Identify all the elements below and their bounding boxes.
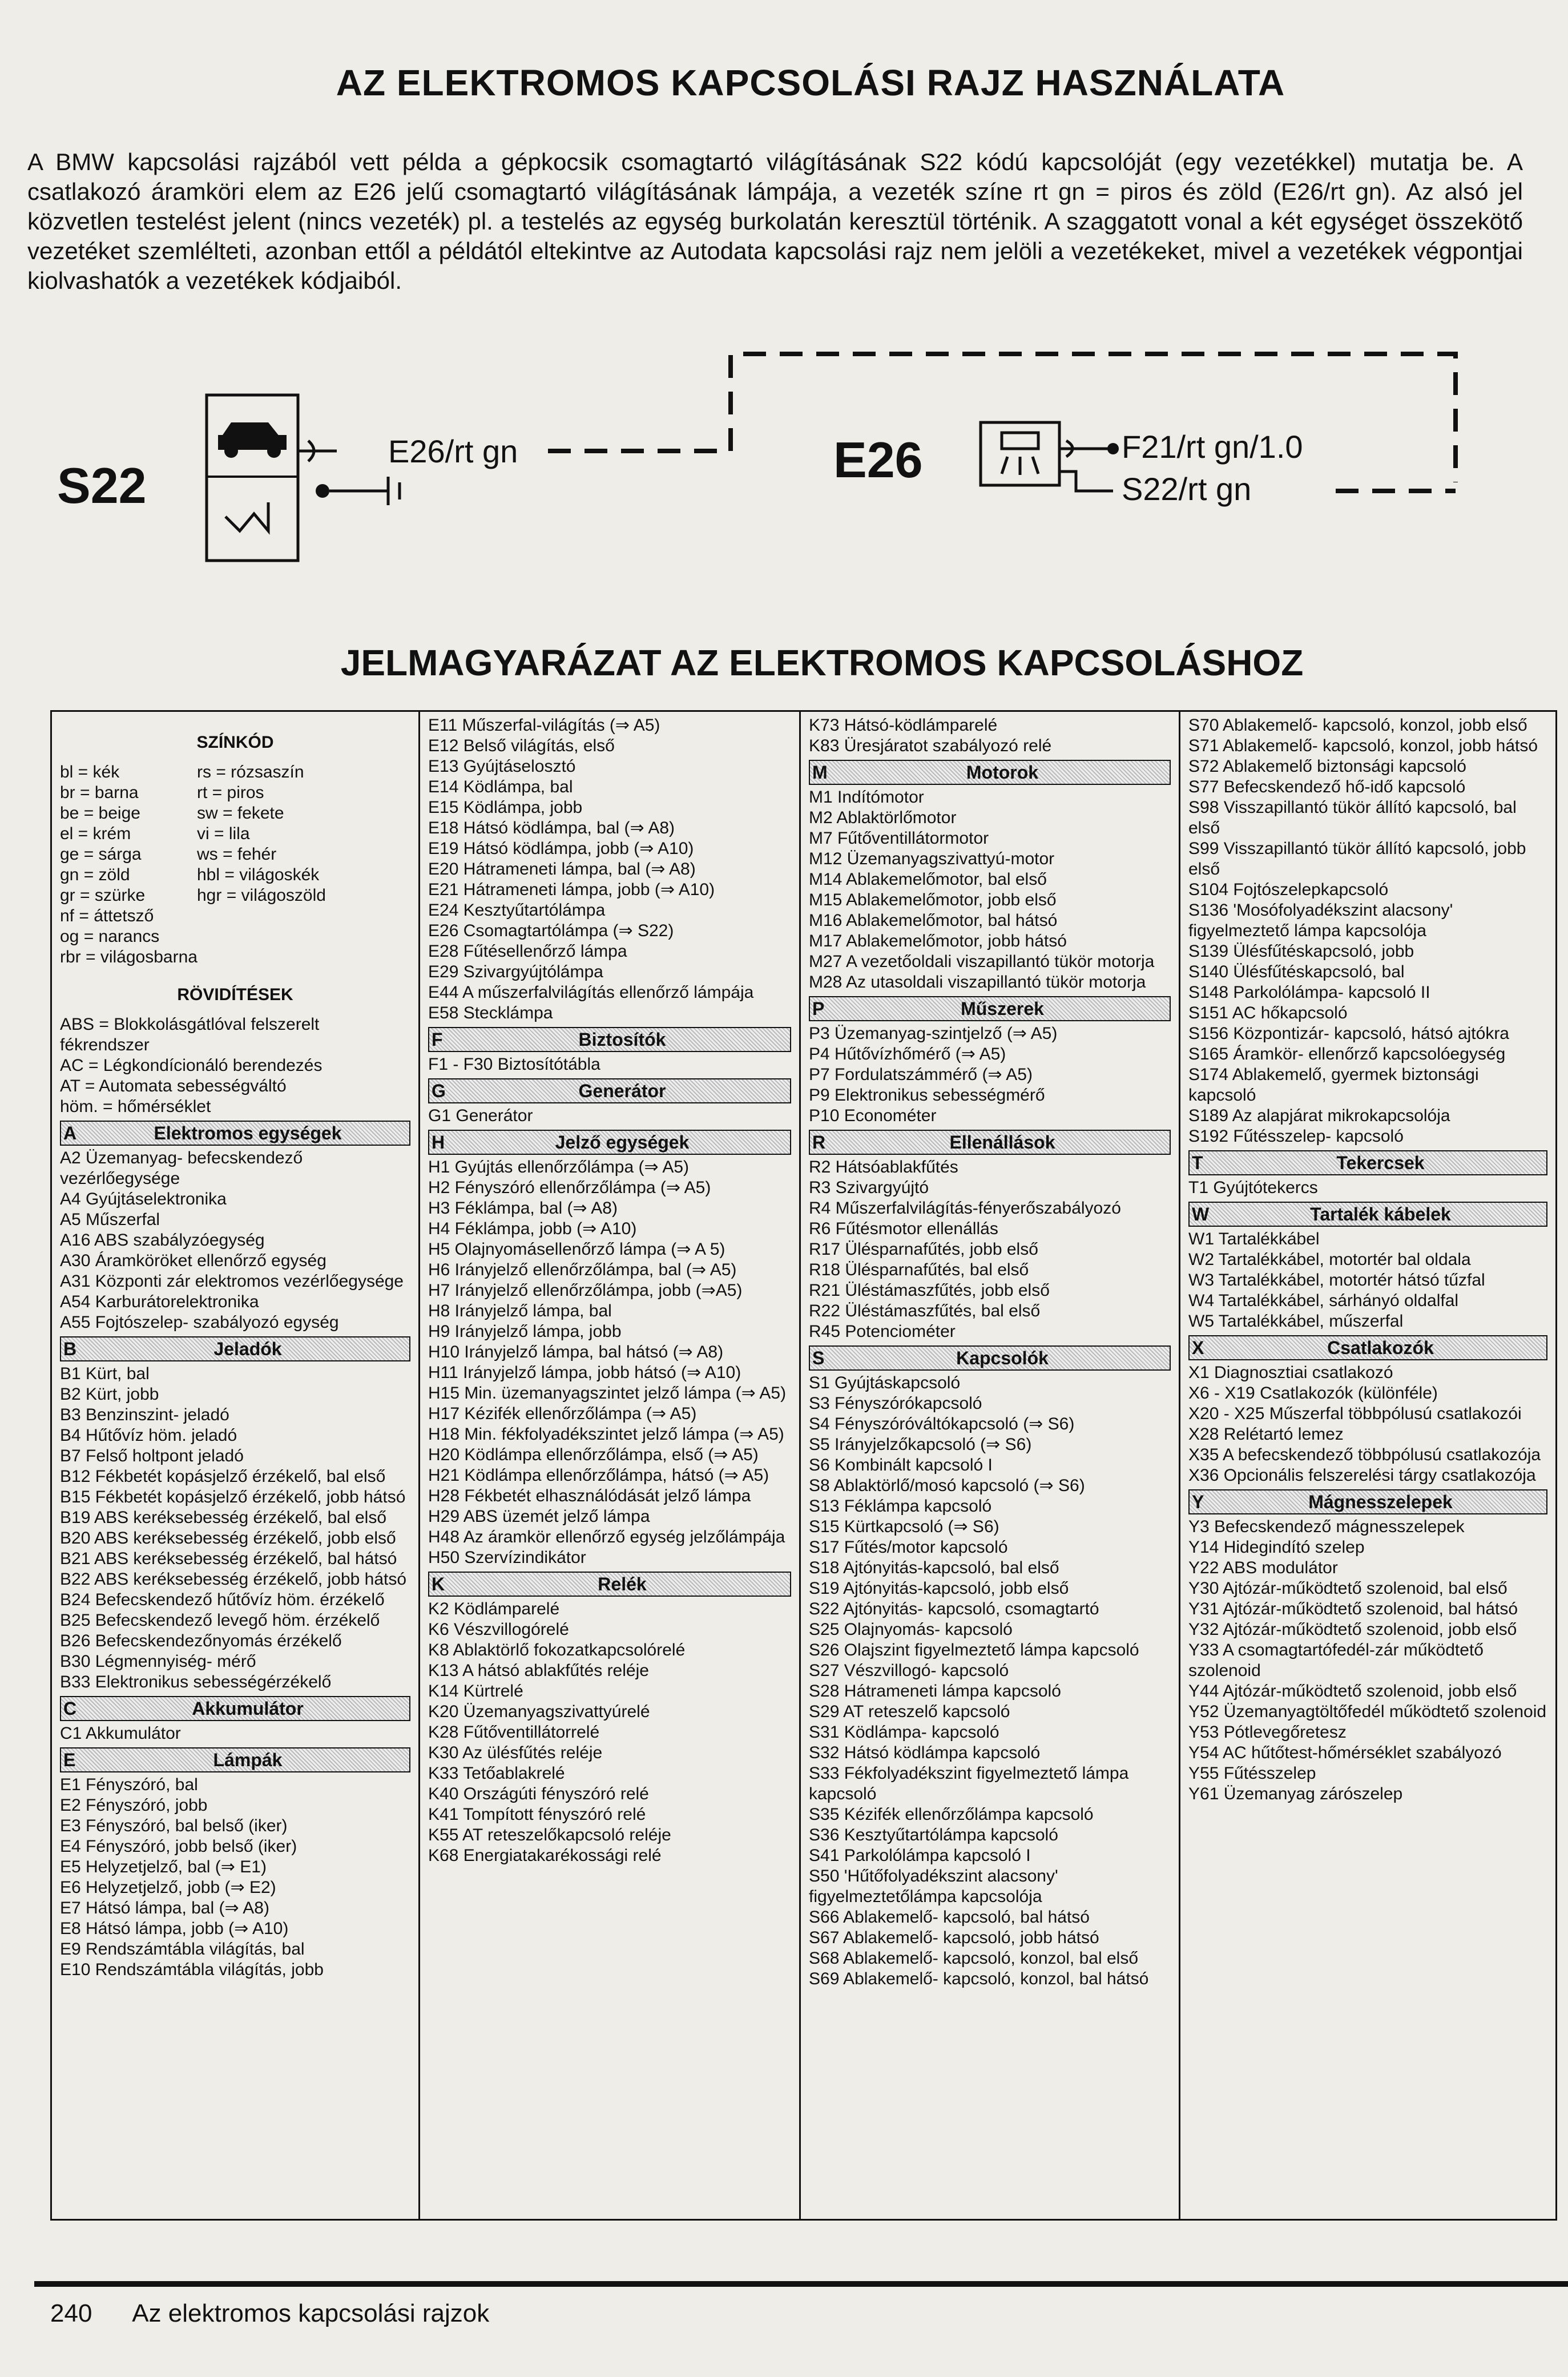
legend-entry: Y61 Üzemanyag zárószelep	[1188, 1784, 1403, 1803]
legend-entry: K14 Kürtrelé	[428, 1682, 523, 1701]
legend-entry: S192 Fűtésszelep- kapcsoló	[1188, 1127, 1404, 1146]
legend-entry: K68 Energiatakarékossági relé	[428, 1846, 662, 1865]
legend-entry: B7 Felső holtpont jeladó	[60, 1447, 244, 1465]
section-letter: P	[812, 998, 825, 1019]
legend-entry: S151 AC hőkapcsoló	[1188, 1004, 1348, 1022]
legend-entry: X1 Diagnosztiai csatlakozó	[1188, 1363, 1393, 1382]
switch-label: S22	[57, 457, 147, 514]
section-letter: T	[1192, 1153, 1203, 1173]
legend-entry: T1 Gyújtótekercs	[1188, 1178, 1318, 1197]
legend-entry: S67 Ablakemelő- kapcsoló, jobb hátsó	[809, 1928, 1099, 1947]
legend-column-1	[52, 712, 420, 2219]
legend-entry: K33 Tetőablakrelé	[428, 1764, 565, 1783]
legend-entry: A4 Gyújtáselektronika	[60, 1190, 227, 1208]
legend-entry: B1 Kürt, bal	[60, 1364, 150, 1383]
legend-entry: B19 ABS keréksebesség érzékelő, bal első	[60, 1508, 387, 1527]
legend-entry: S5 Irányjelzőkapcsoló (⇒ S6)	[809, 1435, 1032, 1454]
legend-entry: K83 Üresjáratot szabályozó relé	[809, 736, 1052, 755]
section-title: Motorok	[966, 762, 1039, 783]
section-letter: A	[63, 1123, 77, 1143]
legend-entry: W4 Tartalékkábel, sárhányó oldalfal	[1188, 1291, 1459, 1310]
legend-entry: E8 Hátsó lámpa, jobb (⇒ A10)	[60, 1919, 289, 1938]
color-code: sw = fekete	[197, 804, 284, 823]
color-code: ge = sárga	[60, 845, 142, 864]
section-title: Jeladók	[213, 1339, 282, 1359]
legend-entry: W2 Tartalékkábel, motortér bal oldala	[1188, 1250, 1471, 1269]
section-title: Kapcsolók	[956, 1348, 1049, 1368]
legend-entry: A55 Fojtószelep- szabályozó egység	[60, 1313, 339, 1332]
legend-entry: B30 Légmennyiség- mérő	[60, 1652, 256, 1671]
legend-entry: S139 Ülésfűtéskapcsoló, jobb	[1188, 942, 1414, 961]
legend-entry: K40 Országúti fényszóró relé	[428, 1784, 649, 1803]
legend-entry: B12 Fékbetét kopásjelző érzékelő, bal első	[60, 1467, 386, 1486]
legend-entry: E29 Szivargyújtólámpa	[428, 962, 603, 981]
lamp-wire-bottom-label: S22/rt gn	[1122, 471, 1252, 507]
section-title: Generátor	[578, 1081, 666, 1101]
legend-entry: R18 Ülésparnafűtés, bal első	[809, 1260, 1029, 1279]
legend-entry: B24 Befecskendező hűtővíz höm. érzékelő	[60, 1590, 385, 1609]
legend-entry: S174 Ablakemelő, gyermek biztonsági kapcsoló	[1188, 1065, 1479, 1105]
legend-entry: ABS = Blokkolásgátlóval felszerelt fékrendszer	[60, 1015, 320, 1054]
legend-entry: E26 Csomagtartólámpa (⇒ S22)	[428, 921, 674, 940]
color-code-row	[60, 783, 410, 803]
legend-entry: K55 AT reteszelőkapcsoló reléje	[428, 1826, 671, 1844]
legend-entry: S66 Ablakemelő- kapcsoló, bal hátsó	[809, 1908, 1090, 1927]
color-code-row	[60, 762, 410, 783]
legend-entry: H10 Irányjelző lámpa, bal hátsó (⇒ A8)	[428, 1343, 724, 1361]
legend-entry: E20 Hátrameneti lámpa, bal (⇒ A8)	[428, 860, 696, 879]
legend-entry: E1 Fényszóró, bal	[60, 1775, 198, 1794]
legend-entry: S68 Ablakemelő- kapcsoló, konzol, bal első	[809, 1949, 1139, 1968]
legend-entry: P9 Elektronikus sebességmérő	[809, 1086, 1045, 1105]
legend-entry: H5 Olajnyomásellenőrző lámpa (⇒ A 5)	[428, 1240, 725, 1259]
legend-entry: S27 Vészvillogó- kapcsoló	[809, 1661, 1009, 1680]
legend-entry: H18 Min. fékfolyadékszintet jelző lámpa (⇒ A5)	[428, 1425, 784, 1444]
legend-entry: B21 ABS keréksebesség érzékelő, bal hátsó	[60, 1549, 397, 1568]
ground-dot-icon	[316, 484, 329, 498]
section-title: Mágnesszelepek	[1308, 1492, 1453, 1512]
lamp-label: E26	[833, 432, 923, 488]
section-letter: H	[432, 1132, 445, 1153]
legend-entry: P4 Hűtővízhőmérő (⇒ A5)	[809, 1045, 1006, 1063]
legend-entry: E3 Fényszóró, bal belső (iker)	[60, 1816, 288, 1835]
legend-entry: E15 Ködlámpa, jobb	[428, 798, 583, 817]
legend-entry: G1 Generátor	[428, 1106, 533, 1125]
section-letter: G	[432, 1081, 446, 1101]
legend-entry: E28 Fűtésellenőrző lámpa	[428, 942, 627, 961]
legend-entry: H20 Ködlámpa ellenőrzőlámpa, első (⇒ A5)	[428, 1445, 759, 1464]
legend-section-header	[809, 1345, 1171, 1371]
legend-entry: S70 Ablakemelő- kapcsoló, konzol, jobb első	[1188, 716, 1527, 735]
legend-entry: M7 Fűtőventillátormotor	[809, 829, 989, 848]
legend-entry: H17 Kézifék ellenőrzőlámpa (⇒ A5)	[428, 1404, 697, 1423]
legend-entry: K6 Vészvillogórelé	[428, 1620, 569, 1639]
legend-section-header	[1188, 1202, 1547, 1227]
legend-entry: S104 Fojtószelepkapcsoló	[1188, 880, 1389, 899]
legend-entry: S17 Fűtés/motor kapcsoló	[809, 1538, 1008, 1557]
legend-entry: R4 Műszerfalvilágítás-fényerőszabályozó	[809, 1199, 1121, 1218]
legend-entry: Y33 A csomagtartófedél-zár működtető szolenoid	[1188, 1641, 1484, 1680]
legend-entry: S22 Ajtónyitás- kapcsoló, csomagtartó	[809, 1600, 1099, 1618]
legend-entry: H8 Irányjelző lámpa, bal	[428, 1302, 612, 1320]
legend-column-3	[801, 712, 1180, 2219]
legend-entry: S33 Fékfolyadékszint figyelmeztető lámpa kapcsoló	[809, 1764, 1129, 1803]
legend-entry: AC = Légkondícionáló berendezés	[60, 1056, 323, 1075]
car-icon	[218, 422, 287, 458]
legend-subheading: SZÍNKÓD	[196, 733, 274, 752]
legend-entry: B20 ABS keréksebesség érzékelő, jobb első	[60, 1529, 396, 1548]
section-letter: C	[63, 1698, 77, 1719]
legend-entry: R17 Ülésparnafűtés, jobb első	[809, 1240, 1038, 1259]
section-title: Tartalék kábelek	[1310, 1204, 1451, 1224]
legend-entry: Y55 Fűtésszelep	[1188, 1764, 1316, 1783]
legend-entry: H29 ABS üzemét jelző lámpa	[428, 1507, 650, 1526]
legend-entry: S36 Kesztyűtartólámpa kapcsoló	[809, 1826, 1058, 1844]
legend-entry: S13 Féklámpa kapcsoló	[809, 1497, 992, 1516]
lamp-wire-top-label: F21/rt gn/1.0	[1122, 429, 1303, 465]
legend-entry: M14 Ablakemelőmotor, bal első	[809, 870, 1047, 889]
legend-entry: R45 Potenciométer	[809, 1322, 956, 1341]
legend-entry: rbr = világosbarna	[60, 948, 197, 966]
legend-entry: Y31 Ajtózár-működtető szolenoid, bal hátsó	[1188, 1600, 1518, 1618]
legend-entry: E7 Hátsó lámpa, bal (⇒ A8)	[60, 1899, 269, 1917]
lamp-wire-bottom	[1059, 472, 1113, 491]
legend-entry: X28 Relétartó lemez	[1188, 1425, 1344, 1444]
legend-entry: E11 Műszerfal-világítás (⇒ A5)	[428, 716, 660, 735]
section-title: Ellenállások	[949, 1132, 1055, 1153]
legend-entry: S32 Hátsó ködlámpa kapcsoló	[809, 1743, 1041, 1762]
legend-entry: B3 Benzinszint- jeladó	[60, 1405, 229, 1424]
legend-entry: S28 Hátrameneti lámpa kapcsoló	[809, 1682, 1061, 1701]
section-letter: S	[812, 1348, 825, 1368]
legend-entry: H4 Féklámpa, jobb (⇒ A10)	[428, 1219, 637, 1238]
legend-section-header	[1188, 1335, 1547, 1360]
legend-section-header	[1188, 1489, 1547, 1514]
section-letter: F	[432, 1029, 443, 1050]
legend-section-header	[428, 1130, 791, 1155]
color-code: gn = zöld	[60, 865, 130, 884]
legend-entry: Y22 ABS modulátor	[1188, 1558, 1338, 1577]
legend-entry: nf = áttetsző	[60, 907, 154, 925]
legend-section-header	[809, 1130, 1171, 1155]
legend-entry: A16 ABS szabályzóegység	[60, 1231, 265, 1250]
section-letter: Y	[1192, 1492, 1204, 1512]
legend-entry: Y52 Üzemanyagtöltőfedél működtető szolenoid	[1188, 1702, 1547, 1721]
section-letter: R	[812, 1132, 826, 1153]
legend-entry: E4 Fényszóró, jobb belső (iker)	[60, 1837, 297, 1856]
legend-entry: A31 Központi zár elektromos vezérlőegysége	[60, 1272, 404, 1291]
legend-entry: B33 Elektronikus sebességérzékelő	[60, 1673, 332, 1691]
legend-entry: A54 Karburátorelektronika	[60, 1292, 259, 1311]
legend-entry: E19 Hátsó ködlámpa, jobb (⇒ A10)	[428, 839, 694, 858]
legend-entry: S26 Olajszint figyelmeztető lámpa kapcsoló	[809, 1641, 1139, 1659]
legend-entry: H50 Szervízindikátor	[428, 1548, 586, 1567]
legend-entry: H28 Fékbetét elhasználódását jelző lámpa	[428, 1486, 751, 1505]
legend-entry: M1 Indítómotor	[809, 788, 924, 807]
color-code-row	[60, 844, 410, 865]
legend-entry: Y14 Hidegindító szelep	[1188, 1538, 1365, 1557]
legend-entry: H1 Gyújtás ellenőrzőlámpa (⇒ A5)	[428, 1158, 690, 1177]
legend-section-header	[428, 1078, 791, 1103]
legend-entry: E2 Fényszóró, jobb	[60, 1796, 208, 1815]
legend-entry: Y54 AC hűtőtest-hőmérséklet szabályozó	[1188, 1743, 1502, 1762]
legend-column-2	[420, 712, 801, 2219]
legend-entry: C1 Akkumulátor	[60, 1724, 181, 1743]
legend-section-header	[428, 1027, 791, 1052]
legend-entry: S71 Ablakemelő- kapcsoló, konzol, jobb hátsó	[1188, 736, 1538, 755]
legend-entry: K2 Ködlámparelé	[428, 1600, 560, 1618]
legend-entry: K28 Fűtőventillátorrelé	[428, 1723, 600, 1742]
legend-entry: S4 Fényszóróváltókapcsoló (⇒ S6)	[809, 1415, 1075, 1433]
legend-entry: Y32 Ajtózár-működtető szolenoid, jobb első	[1188, 1620, 1517, 1639]
legend-entry: X36 Opcionális felszerelési tárgy csatlakozója	[1188, 1466, 1536, 1485]
section-title: Relék	[598, 1574, 647, 1594]
color-code: bl = kék	[60, 763, 120, 781]
legend-entry: E6 Helyzetjelző, jobb (⇒ E2)	[60, 1878, 276, 1897]
legend-entry: M15 Ablakemelőmotor, jobb első	[809, 891, 1057, 909]
legend-entry: S3 Fényszórókapcsoló	[809, 1394, 982, 1413]
section-letter: K	[432, 1574, 445, 1594]
legend-entry: P3 Üzemanyag-szintjelző (⇒ A5)	[809, 1024, 1058, 1043]
legend-entry: H2 Fényszóró ellenőrzőlámpa (⇒ A5)	[428, 1178, 711, 1197]
color-code: br = barna	[60, 783, 139, 802]
lamp-icon	[1002, 433, 1038, 475]
legend-section-header	[1188, 1150, 1547, 1175]
color-code-row	[60, 824, 410, 844]
color-code-row	[60, 803, 410, 824]
legend-entry: M16 Ablakemelőmotor, bal hátsó	[809, 911, 1058, 930]
legend-entry: E18 Hátsó ködlámpa, bal (⇒ A8)	[428, 819, 675, 837]
legend-entry: R21 Üléstámaszfűtés, jobb első	[809, 1281, 1050, 1300]
legend-entry: S29 AT reteszelő kapcsoló	[809, 1702, 1010, 1721]
legend-section-header	[809, 760, 1171, 785]
color-code: rs = rózsaszín	[197, 763, 304, 781]
legend-entry: K73 Hátsó-ködlámparelé	[809, 716, 998, 735]
legend-subheading: RÖVIDÍTÉSEK	[177, 985, 293, 1004]
legend-entry: S1 Gyújtáskapcsoló	[809, 1373, 961, 1392]
legend-entry: M2 Ablaktörlőmotor	[809, 808, 957, 827]
legend-entry: Y53 Pótlevegőretesz	[1188, 1723, 1347, 1742]
legend-entry: E58 Stecklámpa	[428, 1004, 553, 1022]
legend-entry: S148 Parkolólámpa- kapcsoló II	[1188, 983, 1430, 1002]
legend-entry: W1 Tartalékkábel	[1188, 1230, 1320, 1248]
legend-entry: B15 Fékbetét kopásjelző érzékelő, jobb hátsó	[60, 1488, 406, 1506]
legend-entry: S72 Ablakemelő biztonsági kapcsoló	[1188, 757, 1466, 776]
section-title: Tekercsek	[1336, 1153, 1425, 1173]
legend-entry: M27 A vezetőoldali viszapillantó tükör motorja	[809, 952, 1155, 971]
legend-entry: S99 Visszapillantó tükör állító kapcsoló, jobb első	[1188, 839, 1526, 879]
section-title: Lámpák	[213, 1750, 283, 1770]
legend-entry: S18 Ajtónyitás-kapcsoló, bal első	[809, 1558, 1059, 1577]
color-code: rt = piros	[197, 783, 264, 802]
legend-entry: höm. = hőmérséklet	[60, 1097, 211, 1116]
legend-entry: B25 Befecskendező levegő höm. érzékelő	[60, 1611, 380, 1630]
legend-entry: R6 Fűtésmotor ellenállás	[809, 1219, 998, 1238]
legend-entry: P7 Fordulatszámmérő (⇒ A5)	[809, 1065, 1033, 1084]
legend-entry: S189 Az alapjárat mikrokapcsolója	[1188, 1106, 1450, 1125]
legend-section-header	[809, 996, 1171, 1021]
color-code: ws = fehér	[197, 845, 277, 864]
legend-section-header	[60, 1747, 410, 1772]
legend-entry: H9 Irányjelző lámpa, jobb	[428, 1322, 622, 1341]
legend-entry: S35 Kézifék ellenőrzőlámpa kapcsoló	[809, 1805, 1094, 1824]
lamp-wire-dot	[1107, 443, 1119, 454]
legend-entry: S31 Ködlámpa- kapcsoló	[809, 1723, 999, 1742]
legend-entry: Y30 Ajtózár-működtető szolenoid, bal első	[1188, 1579, 1507, 1598]
legend-entry: Y3 Befecskendező mágnesszelepek	[1188, 1517, 1465, 1536]
wiring-example-diagram	[0, 343, 1568, 588]
legend-entry: S165 Áramkör- ellenőrző kapcsolóegység	[1188, 1045, 1506, 1063]
legend-entry: K20 Üzemanyagszivattyúrelé	[428, 1702, 650, 1721]
legend-entry: X35 A befecskendező többpólusú csatlakozója	[1188, 1445, 1541, 1464]
legend-entry: B26 Befecskendezőnyomás érzékelő	[60, 1631, 342, 1650]
legend-entry: F1 - F30 Biztosítótábla	[428, 1055, 600, 1074]
legend-entry: S98 Visszapillantó tükör állító kapcsoló, bal első	[1188, 798, 1517, 837]
section-title: Műszerek	[961, 998, 1044, 1019]
legend-entry: M12 Üzemanyagszivattyú-motor	[809, 849, 1055, 868]
legend-entry: H6 Irányjelző ellenőrzőlámpa, bal (⇒ A5)	[428, 1260, 737, 1279]
legend-section-header	[428, 1572, 791, 1597]
legend-entry: K8 Ablaktörlő fokozatkapcsolórelé	[428, 1641, 686, 1659]
legend-entry: S156 Központizár- kapcsoló, hátsó ajtókra	[1188, 1024, 1509, 1043]
intro-paragraph: A BMW kapcsolási rajzából vett példa a gépkocsik csomagtartó világításának S22 kódú kapcsolóját (egy vezetékkel) mutatja be. A csatlakozó áramköri elem az E26 jelű csomagtartó világításának lámpája, a vezeték színe rt gn = piros és zöld (E26/rt gn). Az alsó jel közvetlen testelést jelent (nincs vezeték) pl. a testelés az egység burkolatán keresztül történik. A szaggatott vonal a két egységet összekötő vezetéket szemlélteti, azonban ettől a példától eltekintve az Autodata kapcsolási rajz nem jelöli a vezetékeket, mivel a vezetékek végpontjai kiolvashatók a vezetékek kódjaiból.	[27, 148, 1523, 294]
legend-entry: E12 Belső világítás, első	[428, 736, 615, 755]
color-code: gr = szürke	[60, 886, 146, 905]
section-letter: M	[812, 762, 828, 783]
legend-entry: M28 Az utasoldali viszapillantó tükör motorja	[809, 973, 1146, 992]
legend-entry: E24 Kesztyűtartólámpa	[428, 901, 606, 920]
legend-entry: K41 Tompított fényszóró relé	[428, 1805, 646, 1824]
legend-entry: R22 Üléstámaszfűtés, bal első	[809, 1302, 1041, 1320]
legend-entry: H11 Irányjelző lámpa, jobb hátsó (⇒ A10)	[428, 1363, 741, 1382]
legend-section-header	[60, 1696, 410, 1721]
wiring-example-svg	[0, 343, 1568, 588]
legend-entry: K30 Az ülésfűtés reléje	[428, 1743, 603, 1762]
switch-wire-label: E26/rt gn	[388, 433, 518, 469]
legend-entry: B4 Hűtővíz höm. jeladó	[60, 1426, 237, 1445]
legend-entry: S50 'Hűtőfolyadékszint alacsony' figyelmeztetőlámpa kapcsolója	[809, 1867, 1058, 1906]
legend-entry: Y44 Ajtózár-működtető szolenoid, jobb első	[1188, 1682, 1517, 1701]
legend-entry: S6 Kombinált kapcsoló I	[809, 1456, 993, 1474]
legend-entry: S77 Befecskendező hő-idő kapcsoló	[1188, 777, 1466, 796]
legend-entry: K13 A hátsó ablakfűtés reléje	[428, 1661, 649, 1680]
color-code-row	[60, 885, 410, 906]
legend-entry: S41 Parkolólámpa kapcsoló I	[809, 1846, 1031, 1865]
legend-entry: S19 Ajtónyitás-kapcsoló, jobb első	[809, 1579, 1069, 1598]
legend-entry: X20 - X25 Műszerfal többpólusú csatlakozói	[1188, 1404, 1522, 1423]
legend-entry: W3 Tartalékkábel, motortér hátsó tűzfal	[1188, 1271, 1485, 1290]
section-letter: B	[63, 1339, 77, 1359]
legend-section-header	[60, 1121, 410, 1146]
legend-entry: AT = Automata sebességváltó	[60, 1077, 287, 1095]
legend-entry: H48 Az áramkör ellenőrző egység jelzőlámpája	[428, 1528, 785, 1546]
legend-entry: E9 Rendszámtábla világítás, bal	[60, 1940, 305, 1959]
legend-entry: A30 Áramköröket ellenőrző egység	[60, 1251, 327, 1270]
legend-entry: S140 Ülésfűtéskapcsoló, bal	[1188, 962, 1405, 981]
section-letter: E	[63, 1750, 76, 1770]
section-title: Elektromos egységek	[154, 1123, 342, 1143]
legend-entry: E14 Ködlámpa, bal	[428, 777, 573, 796]
legend-entry: E21 Hátrameneti lámpa, jobb (⇒ A10)	[428, 880, 715, 899]
legend-entry: R3 Szivargyújtó	[809, 1178, 929, 1197]
legend-entry: W5 Tartalékkábel, műszerfal	[1188, 1312, 1404, 1331]
legend-title: JELMAGYARÁZAT AZ ELEKTROMOS KAPCSOLÁSHOZ	[340, 642, 1304, 683]
legend-entry: E13 Gyújtáselosztó	[428, 757, 576, 776]
footer	[50, 2299, 489, 2328]
legend-entry: H7 Irányjelző ellenőrzőlámpa, jobb (⇒A5)	[428, 1281, 743, 1300]
section-letter: W	[1192, 1204, 1210, 1224]
legend-entry: S136 'Mosófolyadékszint alacsony' figyelmeztető lámpa kapcsolója	[1188, 901, 1453, 940]
legend-entry: E5 Helyzetjelző, bal (⇒ E1)	[60, 1858, 267, 1876]
legend-entry: A5 Műszerfal	[60, 1210, 160, 1229]
legend-entry: H3 Féklámpa, bal (⇒ A8)	[428, 1199, 618, 1218]
legend-column-4	[1180, 712, 1555, 2219]
color-code: be = beige	[60, 804, 140, 823]
dashed-connection	[548, 354, 1456, 482]
section-letter: X	[1192, 1337, 1204, 1358]
legend-entry: A2 Üzemanyag- befecskendező vezérlőegysége	[60, 1149, 303, 1188]
legend-section-header	[60, 1336, 410, 1361]
legend-entry: S8 Ablaktörlő/mosó kapcsoló (⇒ S6)	[809, 1476, 1085, 1495]
section-title: Biztosítók	[578, 1029, 666, 1050]
legend-entry: S15 Kürtkapcsoló (⇒ S6)	[809, 1517, 999, 1536]
section-title: Jelző egységek	[555, 1132, 690, 1153]
footer-rule	[34, 2281, 1568, 2287]
page-title: AZ ELEKTROMOS KAPCSOLÁSI RAJZ HASZNÁLATA	[336, 62, 1285, 103]
color-code: hgr = világoszöld	[197, 886, 326, 905]
legend-entry: S69 Ablakemelő- kapcsoló, konzol, bal hátsó	[809, 1969, 1149, 1988]
footer-text: Az elektromos kapcsolási rajzok	[132, 2299, 490, 2327]
legend-entry: H15 Min. üzemanyagszintet jelző lámpa (⇒ A5)	[428, 1384, 787, 1403]
color-code: hbl = világoskék	[197, 865, 320, 884]
section-title: Csatlakozók	[1327, 1337, 1434, 1358]
legend-entry: X6 - X19 Csatlakozók (különféle)	[1188, 1384, 1438, 1403]
legend-table	[50, 710, 1557, 2221]
color-code: el = krém	[60, 824, 131, 843]
legend-entry: E44 A műszerfalvilágítás ellenőrző lámpája	[428, 983, 754, 1002]
color-code: vi = lila	[197, 824, 250, 843]
legend-entry: R2 Hátsóablakfűtés	[809, 1158, 958, 1177]
legend-entry: H21 Ködlámpa ellenőrzőlámpa, hátsó (⇒ A5)	[428, 1466, 769, 1485]
legend-entry: B22 ABS keréksebesség érzékelő, jobb hátsó	[60, 1570, 407, 1589]
legend-entry: M17 Ablakemelőmotor, jobb hátsó	[809, 932, 1067, 950]
color-code-row	[60, 865, 410, 885]
legend-entry: E10 Rendszámtábla világítás, jobb	[60, 1960, 324, 1979]
legend-entry: og = narancs	[60, 927, 160, 946]
page-number: 240	[50, 2299, 92, 2327]
legend-entry: P10 Econométer	[809, 1106, 937, 1125]
legend-entry: B2 Kürt, jobb	[60, 1385, 159, 1404]
switch-symbol-icon	[225, 502, 268, 531]
section-title: Akkumulátor	[192, 1698, 304, 1719]
legend-entry: S25 Olajnyomás- kapcsoló	[809, 1620, 1013, 1639]
